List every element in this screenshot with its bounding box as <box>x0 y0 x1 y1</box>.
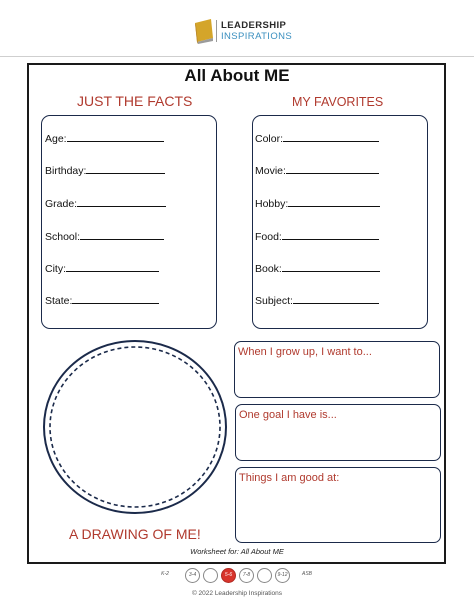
brand-line-1: LEADERSHIP <box>221 20 287 31</box>
field-label: Hobby: <box>255 198 289 210</box>
answer-line <box>286 164 379 174</box>
field-label: Age: <box>45 133 67 145</box>
prompt-label: One goal I have is... <box>239 409 337 421</box>
field-school[interactable] <box>45 230 164 243</box>
grade-3-4: 3-4 <box>185 568 200 583</box>
field-label: City: <box>45 263 66 275</box>
field-label: School: <box>45 231 81 243</box>
answer-line <box>293 294 379 304</box>
field-label: Food: <box>255 231 282 243</box>
field-book[interactable] <box>255 262 380 275</box>
field-birthday[interactable] <box>45 164 165 177</box>
answer-line <box>86 164 165 174</box>
prompt-box-grow-up[interactable] <box>234 341 440 398</box>
field-label: Color: <box>255 133 284 145</box>
worksheet-caption: Worksheet for: All About ME <box>190 547 284 556</box>
prompt-label: When I grow up, I want to... <box>238 346 372 358</box>
answer-line <box>72 294 159 304</box>
answer-line <box>283 132 379 142</box>
field-hobby[interactable] <box>255 197 380 210</box>
field-movie[interactable] <box>255 164 379 177</box>
brand-line-2: INSPIRATIONS <box>221 31 293 42</box>
field-state[interactable] <box>45 294 159 307</box>
prompt-box-goal[interactable] <box>235 404 441 461</box>
grade-7-8: 7-8 <box>239 568 254 583</box>
grade-asb: ASB <box>301 571 312 577</box>
answer-line <box>288 197 380 207</box>
field-grade[interactable] <box>45 197 166 210</box>
grade-blank-1 <box>203 568 218 583</box>
answer-line <box>77 197 166 207</box>
facts-heading: JUST THE FACTS <box>77 93 193 109</box>
book-logo-icon <box>193 18 215 44</box>
header-rule <box>0 56 474 57</box>
copyright: © 2022 Leadership Inspirations <box>191 590 283 597</box>
field-label: Book: <box>255 263 282 275</box>
grade-9-12: 9-12 <box>275 568 290 583</box>
field-color[interactable] <box>255 132 379 145</box>
field-food[interactable] <box>255 230 379 243</box>
field-subject[interactable] <box>255 294 379 307</box>
answer-line <box>67 132 164 142</box>
grade-5-6: 5-6 <box>221 568 236 583</box>
page-title: All About ME <box>184 66 290 85</box>
field-label: State: <box>45 295 73 307</box>
field-label: Movie: <box>255 165 286 177</box>
favorites-heading: MY FAVORITES <box>292 95 384 109</box>
drawing-label: A DRAWING OF ME! <box>69 526 201 542</box>
prompt-label: Things I am good at: <box>239 472 340 484</box>
answer-line <box>80 230 164 240</box>
field-city[interactable] <box>45 262 159 275</box>
field-label: Birthday: <box>45 165 87 177</box>
prompt-box-good-at[interactable] <box>235 467 441 543</box>
grade-k-2: K-2 <box>161 571 169 577</box>
answer-line <box>66 262 159 272</box>
field-age[interactable] <box>45 132 164 145</box>
field-label: Subject: <box>255 295 293 307</box>
grade-level-indicator <box>150 568 320 586</box>
answer-line <box>282 230 379 240</box>
logo-divider <box>216 20 217 42</box>
field-label: Grade: <box>45 198 78 210</box>
page-header <box>0 0 474 56</box>
grade-blank-2 <box>257 568 272 583</box>
drawing-area[interactable] <box>41 338 229 516</box>
answer-line <box>282 262 380 272</box>
